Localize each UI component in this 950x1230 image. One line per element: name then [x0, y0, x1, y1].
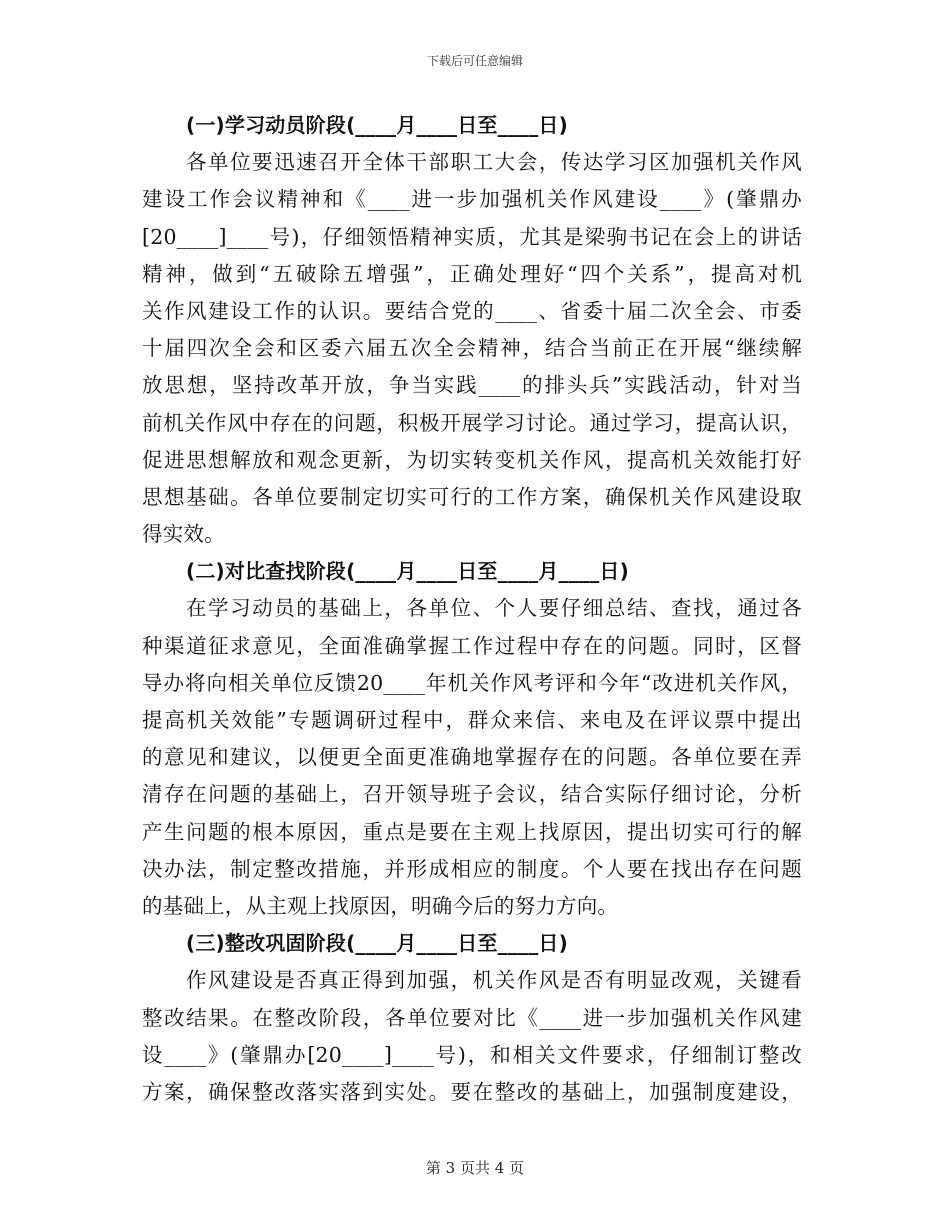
paragraph-line: 得实效。: [142, 522, 225, 547]
paragraph-line: 各单位要迅速召开全体干部职工大会，传达学习区加强机关作风: [186, 150, 802, 175]
paragraph-line: 的基础上，从主观上找原因，明确今后的努力方向。: [142, 893, 619, 918]
paragraph-line: 提高机关效能”专题调研过程中，群众来信、来电及在评议票中提出: [142, 708, 802, 732]
page-number: 第 3 页共 4 页: [425, 1159, 525, 1177]
paragraph-line: 方案，确保整改落实落到实处。要在整改的基础上，加强制度建设，: [142, 1079, 802, 1104]
paragraph-line: 精神，做到“五破除五增强”，正确处理好“四个关系”，提高对机: [142, 261, 802, 286]
paragraph-line: 建设工作会议精神和《____进一步加强机关作风建设____》(肇鼎办: [142, 187, 802, 212]
section-heading: (二)对比查找阶段(____月____日至____月____日): [186, 559, 629, 584]
paragraph-line: 在学习动员的基础上，各单位、个人要仔细总结、查找，通过各: [186, 596, 802, 621]
page-header: 下载后可任意编辑: [426, 54, 523, 68]
paragraph-line: 思想基础。各单位要制定切实可行的工作方案，确保机关作风建设取: [142, 484, 802, 509]
paragraph-line: 决办法，制定整改措施，并形成相应的制度。个人要在找出存在问题: [142, 856, 802, 881]
paragraph-line: 清存在问题的基础上，召开领导班子会议，结合实际仔细讨论，分析: [142, 782, 802, 807]
paragraph-line: 放思想，坚持改革开放，争当实践____的排头兵”实践活动，针对当: [142, 373, 802, 398]
paragraph-line: 关作风建设工作的认识。要结合党的____、省委十届二次全会、市委: [142, 298, 802, 323]
paragraph-line: 产生问题的根本原因，重点是要在主观上找原因，提出切实可行的解: [142, 819, 802, 844]
paragraph-line: 作风建设是否真正得到加强，机关作风是否有明显改观，关键看: [186, 968, 802, 993]
section-heading: (一)学习动员阶段(____月____日至____日): [186, 113, 568, 137]
paragraph-line: 促进思想解放和观念更新，为切实转变机关作风，提高机关效能打好: [142, 447, 802, 472]
paragraph-line: 设____》(肇鼎办[20____]____号)，和相关文件要求，仔细制订整改: [142, 1042, 802, 1067]
document-body: [142, 107, 802, 1111]
paragraph-line: [20____]____号)，仔细领悟精神实质，尤其是梁驹书记在会上的讲话: [142, 224, 802, 249]
section-heading: (三)整改巩固阶段(____月____日至____日): [186, 931, 568, 956]
paragraph-line: 十届四次全会和区委六届五次全会精神，结合当前正在开展“继续解: [142, 336, 802, 361]
paragraph-line: 种渠道征求意见，全面准确掌握工作过程中存在的问题。同时，区督: [142, 633, 802, 658]
paragraph-line: 前机关作风中存在的问题，积极开展学习讨论。通过学习，提高认识，: [142, 410, 802, 435]
paragraph-line: 导办将向相关单位反馈20____年机关作风考评和今年“改进机关作风，: [142, 670, 802, 695]
paragraph-line: 整改结果。在整改阶段，各单位要对比《____进一步加强机关作风建: [142, 1005, 802, 1030]
paragraph-line: 的意见和建议，以便更全面更准确地掌握存在的问题。各单位要在弄: [142, 745, 802, 770]
